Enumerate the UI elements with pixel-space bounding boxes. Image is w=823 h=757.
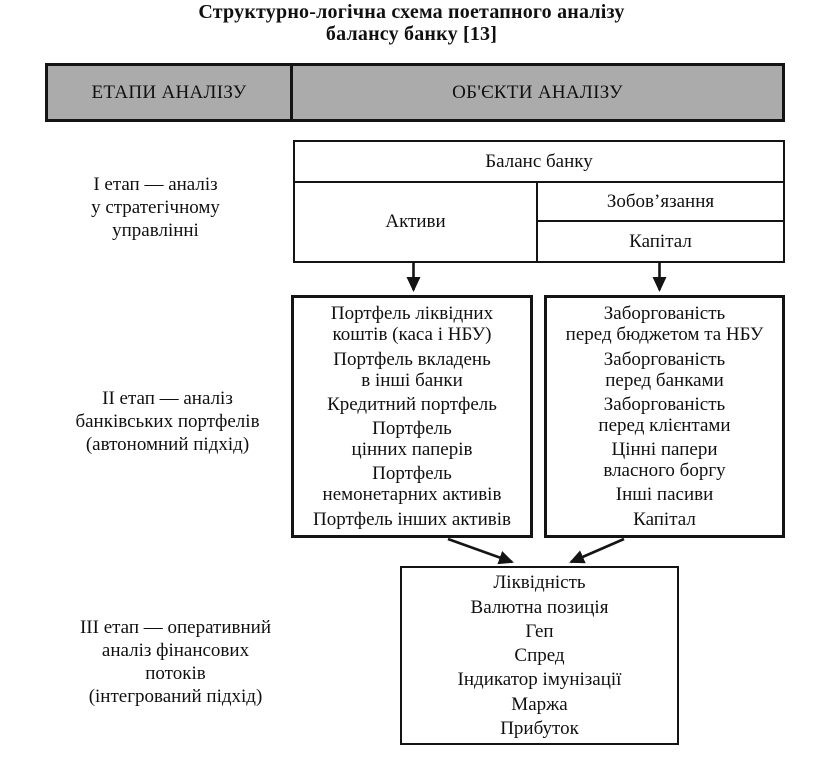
flow-item: Прибуток bbox=[500, 717, 579, 739]
liabilities-capital-column bbox=[538, 183, 783, 261]
diagram-title-line1: Структурно-логічна схема поетапного аналізу bbox=[198, 1, 625, 23]
portfolio-item: Портфель ліквідних коштів (каса і НБУ) bbox=[330, 303, 494, 346]
arrow-liabilities-to-flows bbox=[571, 539, 624, 562]
flow-item: Спред bbox=[514, 645, 565, 666]
balance-title-cell: Баланс банку bbox=[295, 142, 783, 183]
stage3-label: ІІІ етап — оперативний аналіз фінансових потоків (інтегрований підхід) bbox=[79, 617, 272, 707]
assets-cell: Активи bbox=[295, 183, 538, 261]
header-cell-stages: ЕТАПИ АНАЛІЗУ bbox=[48, 66, 293, 119]
liability-item: Заборгованість перед клієнтами bbox=[598, 393, 731, 436]
capital-cell: Капітал bbox=[629, 230, 692, 252]
liabilities-cell: Зобов’язання bbox=[538, 183, 783, 222]
diagram-title bbox=[0, 1, 823, 45]
header-cell-objects: ОБ'ЄКТИ АНАЛІЗУ bbox=[452, 81, 623, 103]
liability-item: Заборгованість перед банками bbox=[603, 348, 726, 391]
liability-item: Капітал bbox=[633, 508, 696, 530]
diagram-title-line2: балансу банку [13] bbox=[325, 23, 498, 45]
portfolio-item: Портфель вкладень в інші банки bbox=[333, 348, 491, 391]
financial-flows-box bbox=[400, 566, 679, 745]
portfolio-item: Портфель інших активів bbox=[312, 508, 511, 530]
balance-table bbox=[293, 140, 785, 263]
liability-item: Цінні папери власного боргу bbox=[603, 439, 726, 482]
flow-item: Маржа bbox=[511, 693, 568, 715]
arrow-assets-to-flows bbox=[448, 539, 512, 562]
flow-item: Геп bbox=[525, 620, 554, 642]
flow-item: Валютна позиція bbox=[470, 596, 609, 618]
portfolio-item: Портфель немонетарних активів bbox=[322, 463, 502, 506]
stage2-label: ІІ етап — аналіз банківських портфелів (автономний підхід) bbox=[75, 388, 260, 455]
flow-item: Ліквідність bbox=[493, 572, 586, 594]
portfolio-item: Портфель цінних паперів bbox=[351, 418, 473, 461]
flow-item: Індикатор імунізації bbox=[457, 669, 622, 691]
balance-bottom-row bbox=[295, 183, 783, 261]
portfolio-item: Кредитний портфель bbox=[327, 393, 497, 415]
table-header bbox=[45, 63, 785, 122]
liability-item: Заборгованість перед бюджетом та НБУ bbox=[565, 303, 764, 346]
liability-item: Інші пасиви bbox=[615, 484, 714, 506]
liabilities-items-box bbox=[544, 295, 785, 538]
stage1-label: І етап — аналіз у стратегічному управлінні bbox=[91, 174, 220, 241]
assets-portfolios-box bbox=[291, 295, 533, 538]
